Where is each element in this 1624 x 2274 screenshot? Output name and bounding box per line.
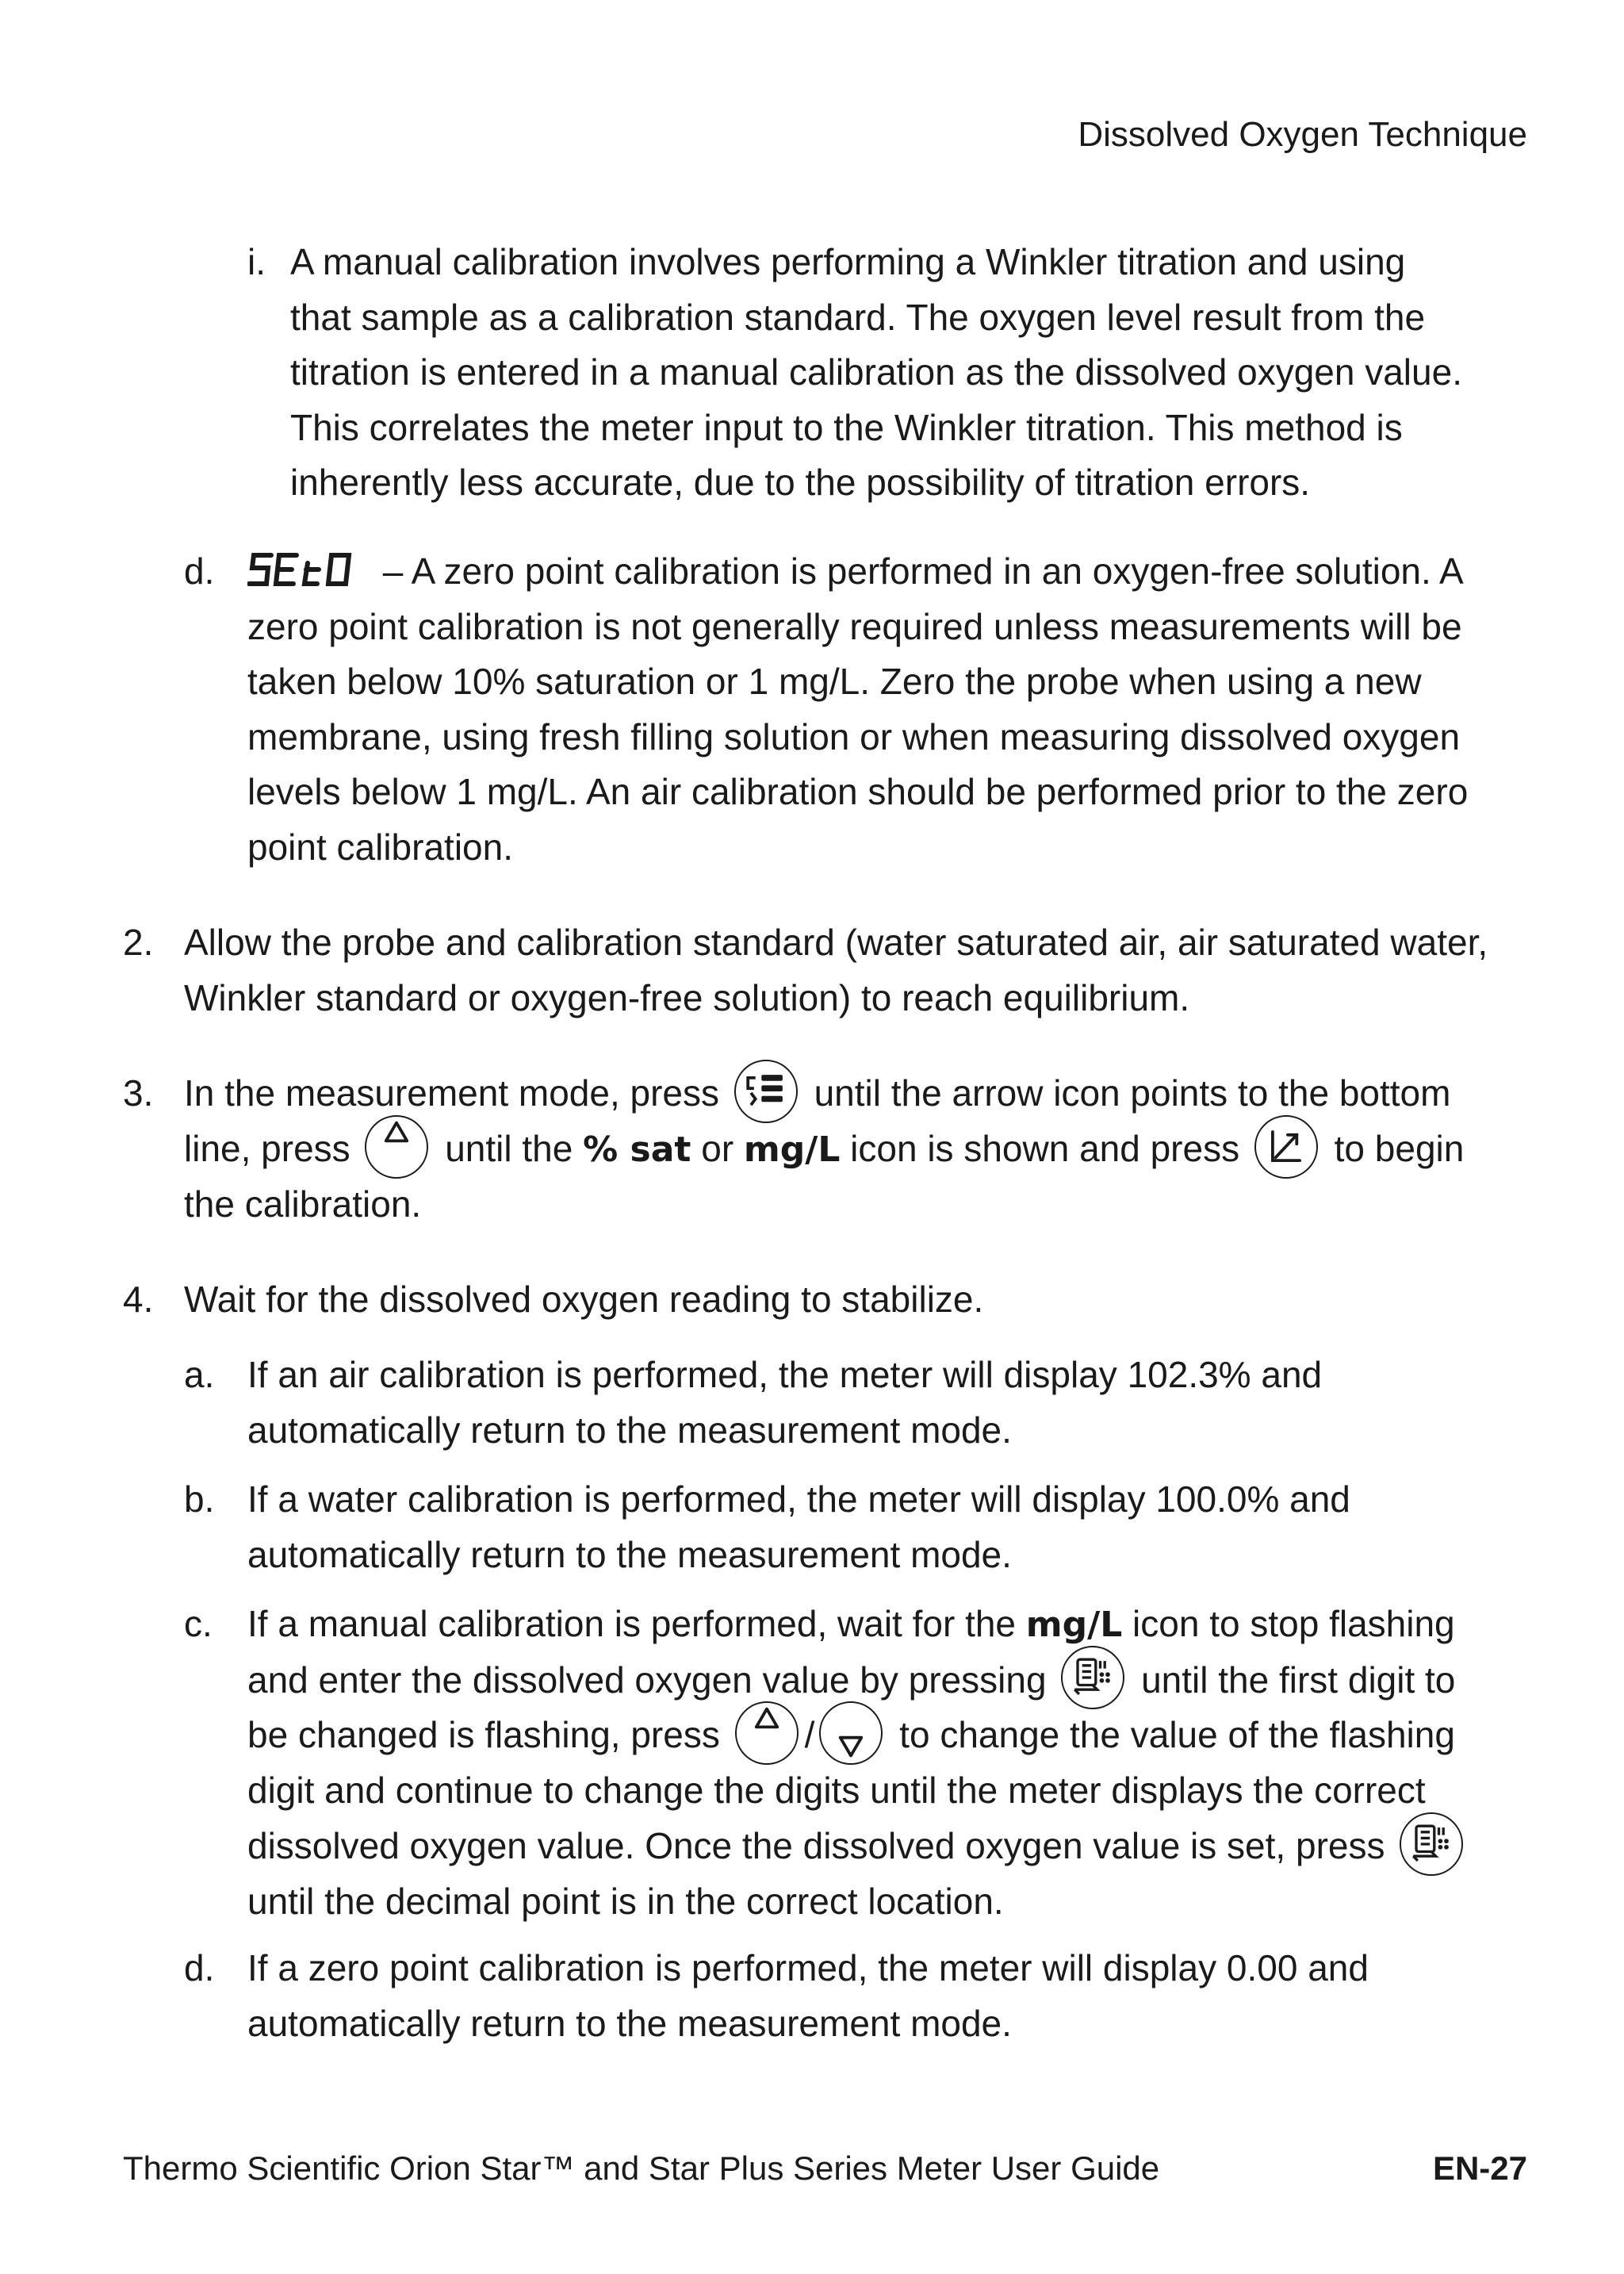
step-number: 2. [123, 922, 154, 963]
text-line: Wait for the dissolved oxygen reading to stabilize. [184, 1279, 984, 1320]
lcd-display-code [247, 547, 366, 582]
text-line: that sample as a calibration standard. The oxygen level result from the [290, 296, 1426, 338]
list-marker: b. [184, 1478, 215, 1520]
list-marker: a. [184, 1354, 215, 1395]
text-segment: / [804, 1714, 815, 1756]
text-line: levels below 1 mg/L. An air calibration should be performed prior to the zero [247, 771, 1469, 812]
mgl-label: mg/L [1025, 1605, 1123, 1645]
down-arrow-icon[interactable] [819, 1701, 883, 1765]
list-marker: d. [184, 550, 215, 592]
text-segment: to begin [1334, 1127, 1465, 1169]
text-segment: icon is shown and press [850, 1127, 1240, 1169]
text-segment: icon to stop flashing [1132, 1603, 1455, 1644]
text-line: automatically return to the measurement mode. [247, 1409, 1012, 1451]
paragraph-manual-calibration-entry [247, 1597, 1469, 1929]
text-line [247, 1708, 1469, 1763]
text-segment: to change the value of the flashing [899, 1714, 1455, 1756]
text-line: Allow the probe and calibration standard (water saturated air, air saturated water, [184, 922, 1488, 963]
text-segment: or [701, 1127, 734, 1169]
text-line: If a water calibration is performed, the meter will display 100.0% and [247, 1478, 1350, 1520]
text-line [247, 1653, 1469, 1708]
text-line [184, 1066, 1464, 1122]
text-segment: dissolved oxygen value. Once the dissolved oxygen value is set, press [247, 1824, 1385, 1866]
text-line: digit and continue to change the digits until the meter displays the correct [247, 1770, 1426, 1812]
text-line: automatically return to the measurement mode. [247, 2002, 1012, 2044]
setup-digit-icon[interactable] [1400, 1812, 1463, 1876]
text-line: This correlates the meter input to the Winkler titration. This method is [290, 406, 1403, 448]
text-line: automatically return to the measurement mode. [247, 1533, 1012, 1575]
text-line: the calibration. [184, 1183, 422, 1225]
text-line: If an air calibration is performed, the meter will display 102.3% and [247, 1354, 1323, 1395]
text-segment: In the measurement mode, press [184, 1072, 719, 1114]
text-segment: – A zero point calibration is performed in an oxygen-free solution. A [373, 550, 1464, 592]
text-segment: and enter the dissolved oxygen value by pressing [247, 1659, 1047, 1701]
text-line: taken below 10% saturation or 1 mg/L. Zero the probe when using a new [247, 661, 1422, 702]
step-number: 4. [123, 1279, 154, 1320]
text-segment: line, press [184, 1127, 350, 1169]
text-line: point calibration. [247, 826, 513, 868]
text-line [247, 1597, 1469, 1653]
step-number: 3. [123, 1072, 154, 1114]
text-segment: until the first digit to [1141, 1659, 1456, 1701]
calibrate-icon[interactable] [1254, 1115, 1318, 1179]
list-marker: c. [184, 1603, 213, 1644]
paragraph-zero-calibration [247, 544, 1468, 875]
footer-guide-title: Thermo Scientific Orion Star™ and Star Plus Series Meter User Guide [123, 2149, 1160, 2187]
page-number: EN-27 [1432, 2149, 1527, 2187]
seven-segment-seto [247, 552, 366, 587]
text-line: titration is entered in a manual calibration as the dissolved oxygen value. [290, 351, 1462, 393]
text-line: zero point calibration is not generally required unless measurements will be [247, 605, 1462, 647]
up-arrow-icon[interactable] [735, 1701, 799, 1765]
paragraph-manual-calibration [290, 235, 1462, 511]
text-line: until the decimal point is in the correct location. [247, 1880, 1004, 1922]
paragraph-water-calibration [247, 1472, 1350, 1582]
paragraph-air-calibration [247, 1348, 1322, 1458]
text-line: Winkler standard or oxygen-free solution) to reach equilibrium. [184, 976, 1190, 1018]
text-segment: be changed is flashing, press [247, 1714, 720, 1756]
text-line: If a zero point calibration is performed, the meter will display 0.00 and [247, 1947, 1369, 1988]
text-line [184, 1122, 1464, 1178]
text-line: membrane, using fresh filling solution or when measuring dissolved oxygen [247, 715, 1461, 757]
setup-digit-icon[interactable] [1061, 1646, 1124, 1709]
text-segment: until the arrow icon points to the bottom [814, 1072, 1451, 1114]
text-segment: If a manual calibration is performed, wait for the [247, 1603, 1017, 1644]
page-header: Dissolved Oxygen Technique [1078, 115, 1527, 154]
mode-menu-icon[interactable] [734, 1060, 798, 1123]
percent-sat-label: % sat [583, 1129, 691, 1170]
paragraph-equilibrium [184, 915, 1488, 1026]
text-line [247, 1819, 1469, 1874]
list-marker: d. [184, 1947, 215, 1988]
text-line: A manual calibration involves performing a Winkler titration and using [290, 241, 1406, 282]
text-line: inherently less accurate, due to the possibility of titration errors. [290, 462, 1311, 503]
text-line [247, 544, 1468, 600]
up-arrow-icon[interactable] [365, 1115, 428, 1179]
paragraph-start-calibration [184, 1066, 1464, 1233]
paragraph-zero-result [247, 1941, 1369, 2051]
text-segment: until the [445, 1127, 573, 1169]
mgl-label: mg/L [743, 1129, 841, 1170]
list-marker: i. [247, 241, 266, 282]
